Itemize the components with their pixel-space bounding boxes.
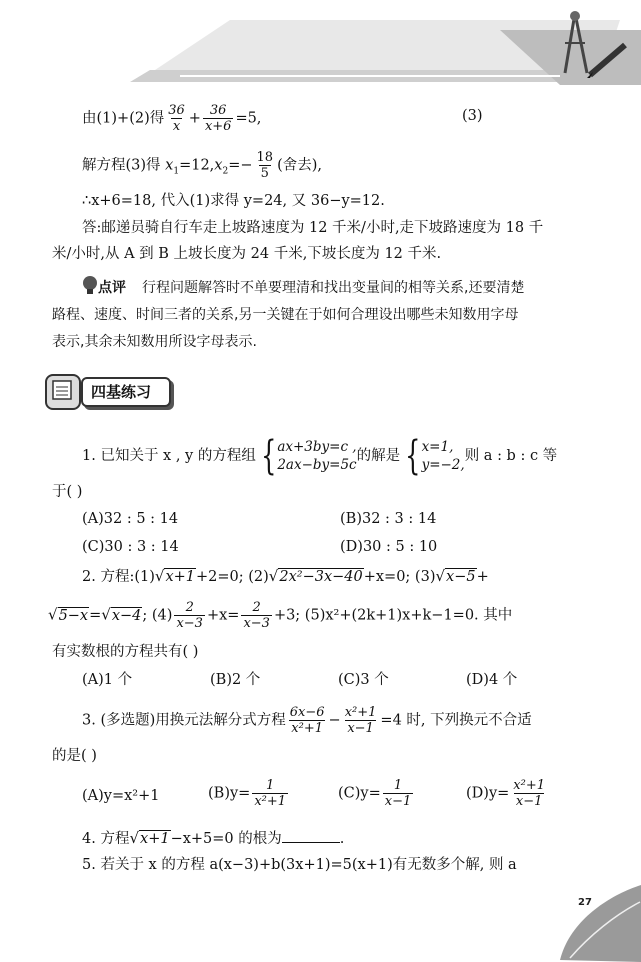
section-header xyxy=(45,374,170,406)
comment-line-2: 路程、速度、时间三者的关系,另一关键在于如何合理设出哪些未知数用字母 xyxy=(52,307,519,323)
solution-line-1: 由(1)+(2)得 $\frac{36}{x}$ + $\frac{36}{x+6}$ =5, xyxy=(82,103,262,134)
q2-line-3: 有实数根的方程共有( ) xyxy=(52,644,199,660)
q4-line: 4. 方程√x+1−x+5=0 的根为 . xyxy=(82,829,345,847)
header-banner xyxy=(0,0,641,90)
comment-line-3: 表示,其余未知数用所设字母表示. xyxy=(52,334,257,350)
q3-option-d: (D)y= $\frac{\text{x²+1}}{x-1}$ xyxy=(466,778,545,809)
answer-line-1: 答:邮递员骑自行车走上坡路速度为 12 千米/小时,走下坡路速度为 18 千 xyxy=(82,220,544,236)
page-number: 27 xyxy=(578,897,592,908)
q5-line: 5. 若关于 x 的方程 a(x−3)+b(3x+1)=5(x+1)有无数多个解, 则 a xyxy=(82,857,517,873)
q1-stem: 1. 已知关于 x , y 的方程组 { ax+3by=c , 2ax−by=5c 的解是 { x=1, y=−2, 则 a : b : c 等 xyxy=(82,433,558,479)
q2-option-d: (D)4 个 xyxy=(466,672,518,688)
q4-answer-blank[interactable] xyxy=(282,828,340,843)
q3-line-1: 3. (多选题)用换元法解分式方程 $\frac{6x-6}{\text{x²+1}}$ − $\frac{\text{x²+1}}{x-1}$ =4 时, 下列换元不合适 xyxy=(82,705,532,736)
q2-line-1: 2. 方程:(1)√x+1+2=0; (2)√2x²−3x−40+x=0; (3)√x−5+ xyxy=(82,567,489,585)
solution-line-3: ∴x+6=18, 代入(1)求得 y=24, 又 36−y=12. xyxy=(82,193,385,209)
answer-line-2: 米/小时,从 A 到 B 上坡长度为 24 千米,下坡长度为 12 千米. xyxy=(52,246,442,262)
notebook-icon xyxy=(51,379,73,401)
q1-option-b: (B)32 : 3 : 14 xyxy=(340,511,437,527)
q1-option-c: (C)30 : 3 : 14 xyxy=(82,539,179,555)
q2-line-2: √5−x=√x−4; (4) $\frac{2}{x-3}$ +x= $\frac{2}{x-3}$ +3; (5)x²+(2k+1)x+k−1=0. 其中 xyxy=(48,600,513,631)
q1-stem-2: 于( ) xyxy=(52,484,83,500)
q3-line-2: 的是( ) xyxy=(52,748,97,764)
section-title: 四基练习 xyxy=(91,383,152,401)
q1-option-d: (D)30 : 5 : 10 xyxy=(340,539,438,555)
q3-option-c: (C)y= $\frac{1}{x-1}$ xyxy=(338,778,412,809)
equation-tag: (3) xyxy=(462,108,483,124)
comment-line-1: 行程问题解答时不单要理清和找出变量间的相等关系,还要清楚 xyxy=(142,280,525,296)
leaf-icon xyxy=(540,880,641,962)
q2-option-b: (B)2 个 xyxy=(210,672,261,688)
solution-line-2: 解方程(3)得 $x_1=12,x_2=-$ $\frac{18}{5}$ (舍去), xyxy=(82,150,323,181)
q1-option-a: (A)32 : 5 : 14 xyxy=(82,511,179,527)
pencil-icon xyxy=(585,40,630,80)
comment-label: 点评 xyxy=(98,280,126,296)
q2-option-c: (C)3 个 xyxy=(338,672,389,688)
q3-option-a: (A)y=x²+1 xyxy=(82,788,160,804)
q2-option-a: (A)1 个 xyxy=(82,672,133,688)
q3-option-b: (B)y= $\frac{1}{\text{x²+1}}$ xyxy=(208,778,287,809)
